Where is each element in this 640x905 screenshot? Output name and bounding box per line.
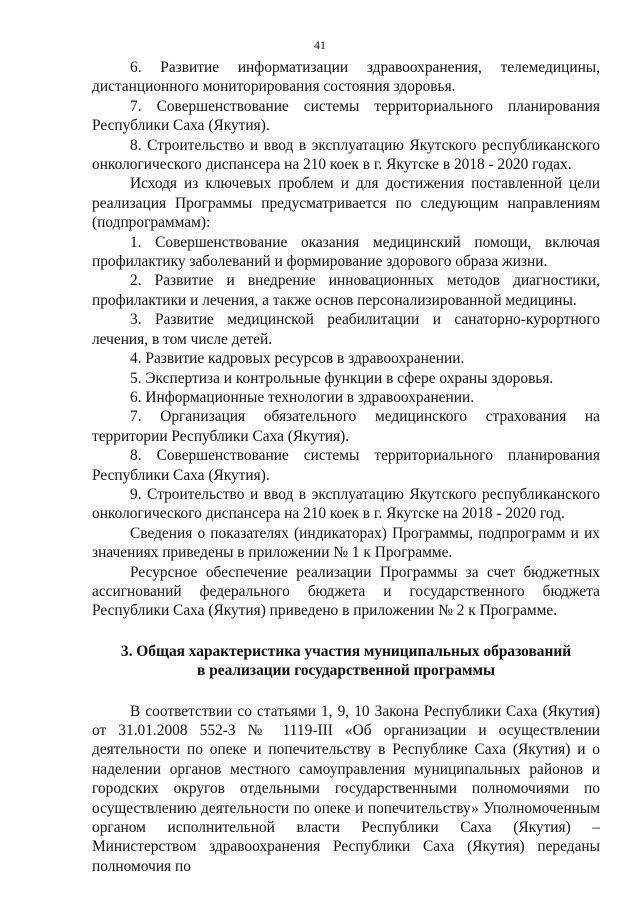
list-item: 5. Экспертиза и контрольные функции в сфере охраны здоровья.: [130, 369, 554, 387]
document-body: [92, 58, 600, 876]
section-heading: [92, 642, 600, 681]
section-heading-line: 3. Общая характеристика участия муниципальных образований: [120, 642, 572, 660]
paragraph: 7. Совершенствование системы территориального планирования Республики Саха (Якутия).: [92, 97, 600, 135]
list-item: 8. Совершенствование системы территориального планирования Республики Саха (Якутия).: [92, 447, 600, 484]
list-item: 1. Совершенствование оказания медицинский помощи, включая профилактику заболеваний и формирование здорового образа жизни.: [92, 233, 600, 271]
paragraph: Сведения о показателях (индикаторах) Программы, подпрограмм и их значениях приведены в приложении № 1 к Программе.: [92, 524, 600, 562]
page-number: 41: [314, 38, 326, 52]
list-item: 2. Развитие и внедрение инновационных методов диагностики, профилактики и лечения, а также основ персонализированной медицины.: [92, 272, 600, 309]
list-item: 3. Развитие медицинской реабилитации и санаторно-курортного лечения, в том числе детей.: [92, 311, 600, 348]
list-item: 9. Строительство и ввод в эксплуатацию Якутского республиканского онкологического диспансера на 210 коек в г. Якутске на 2018 - 2020 год.: [92, 485, 600, 523]
section-heading-line: в реализации государственной программы: [197, 662, 495, 680]
paragraph: В соответствии со статьями 1, 9, 10 Закона Республики Саха (Якутия) от 31.01.2008 552-З № 1119-III «Об организации и осуществлении деятельности по опеке и попечительству в Республике Саха (Якутия) и о наделении органов местного самоуправления муниципальных районов и городских округов отдельными государственными полномочиями по осуществлению деятельности по опеке и попечительству» Уполномоченным органом исполнительной власти Республики Саха (Якутия) – Министерством здравоохранения Республики Саха (Якутия) переданы полномочия по: [92, 702, 600, 875]
paragraph: 8. Строительство и ввод в эксплуатацию Якутского республиканского онкологического диспансера на 210 коек в г. Якутске в 2018 - 2020 годах.: [92, 136, 600, 174]
paragraph: 6. Развитие информатизации здравоохранения, телемедицины, дистанционного мониторирования состояния здоровья.: [92, 59, 600, 96]
list-item: 7. Организация обязательного медицинского страхования на территории Республики Саха (Якутия).: [92, 408, 600, 445]
list-item: 6. Информационные технологии в здравоохранении.: [130, 388, 475, 406]
paragraph: Исходя из ключевых проблем и для достижения поставленной цели реализация Программы предусматривается по следующим направлениям (подпрограммам):: [92, 175, 600, 232]
list-item: 4. Развитие кадровых ресурсов в здравоохранении.: [130, 350, 465, 368]
paragraph: Ресурсное обеспечение реализации Программы за счет бюджетных ассигнований федерального бюджета и государственного бюджета Республики Саха (Якутия) приведено в приложении № 2 к Программе.: [92, 563, 600, 620]
